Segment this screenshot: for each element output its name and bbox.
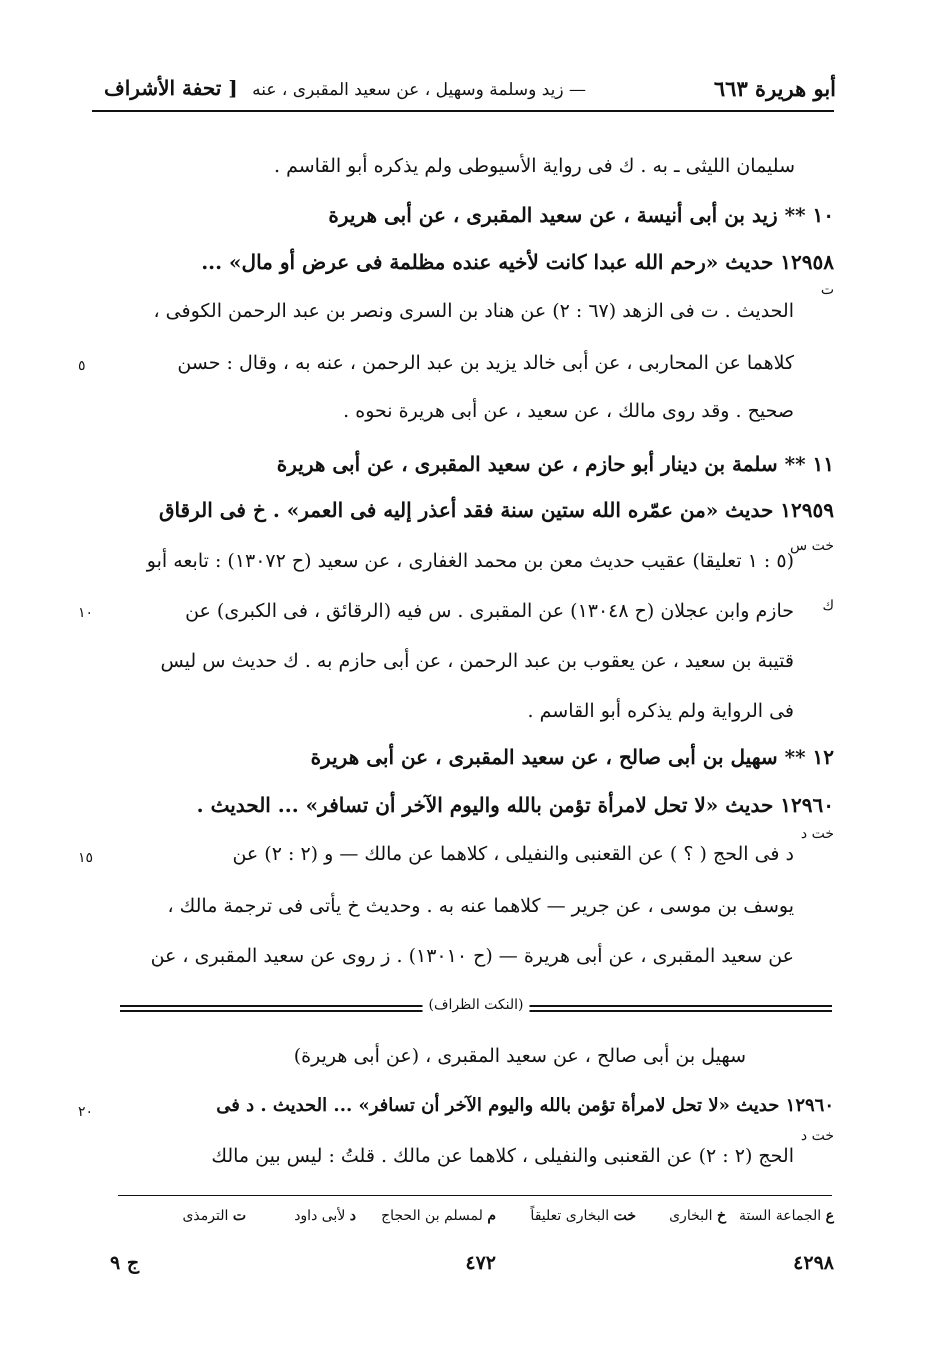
line-number: ٥ [78,358,86,374]
separator-label: (النكت الظراف) [423,997,530,1013]
text-line: كلاهما عن المحاربى ، عن أبى خالد يزيد بن عبد الرحمن ، عنه به ، وقال : حسن [177,352,794,374]
text-line: د فى الحج ( ؟ ) عن القعنبى والنفيلى ، كلاهما عن مالك — و (٢ : ٢) عن [232,843,794,865]
running-header-book: [ تحفة الأشراف [104,76,238,100]
page-number: ٤٧٢ [465,1252,496,1274]
legend-code: ت [232,1208,246,1224]
legend-label: لمسلم بن الحجاج [381,1208,483,1224]
legend-code: م [487,1208,496,1224]
margin-siglum: ك [822,598,834,614]
text-line: ١٢٩٥٩ حديث «من عمّره الله ستين سنة فقد أعذر إليه فى العمر» . خ فى الرقاق [158,498,834,522]
legend-label: الجماعة الستة [738,1208,822,1224]
line-number: ١٠ [78,605,94,621]
margin-siglum: خت د [800,826,834,842]
text-line: ١٢٩٥٨ حديث «رحم الله عبدا كانت لأخيه عنده مظلمة فى عرض أو مال» ... [201,250,834,274]
running-header-title: أبو هريرة ٦٦٣ [713,76,836,101]
text-line: فى الرواية ولم يذكره أبو القاسم . [527,700,794,722]
text-line: صحيح . وقد روى مالك ، عن سعيد ، عن أبى هريرة نحوه . [343,400,794,422]
legend-code: ع [825,1208,834,1224]
text-line: يوسف بن موسى ، عن جرير — كلاهما عنه به . وحديث خ يأتى فى ترجمة مالك ، [167,895,794,917]
line-number: ٢٠ [78,1104,94,1120]
legend-label: لأبى داود [294,1208,346,1224]
volume-number: ج ٩ [110,1252,140,1274]
running-header-subtitle: — زيد وسلمة وسهيل ، عن سعيد المقبرى ، عنه [252,80,586,100]
nukat-separator [120,997,832,1021]
text-line: قتيبة بن سعيد ، عن يعقوب بن عبد الرحمن ، عن أبى حازم به . ك حديث س ليس [160,650,794,672]
nukat-line: سهيل بن أبى صالح ، عن سعيد المقبرى ، (عن أبى هريرة) [293,1045,746,1067]
text-line: الحديث . ت فى الزهد (٦٧ : ٢) عن هناد بن السرى ونصر بن عبد الرحمن الكوفى ، [153,300,794,322]
legend-label: البخارى [669,1208,713,1224]
text-line: ١٢ ** سهيل بن أبى صالح ، عن سعيد المقبرى ، عن أبى هريرة [310,745,834,769]
margin-siglum: خت د [800,1128,834,1144]
nukat-line: الحج (٢ : ٢) عن القعنبى والنفيلى ، كلاهما عن مالك . قلتُ : ليس بين مالك [211,1145,794,1167]
legend-entry [381,1208,496,1224]
legend-entry [530,1208,636,1224]
margin-siglum: خت س [790,538,834,554]
legend-entry [294,1208,356,1224]
text-line: ١١ ** سلمة بن دينار أبو حازم ، عن سعيد المقبرى ، عن أبى هريرة [276,452,834,476]
legend-code: خت [613,1208,636,1224]
text-line: عن سعيد المقبرى ، عن أبى هريرة — (ح ١٣٠١٠) . ز روى عن سعيد المقبرى ، عن [150,945,794,967]
legend-label: الترمذى [182,1208,229,1224]
header-rule [92,110,834,112]
text-line: سليمان الليثى ـ به . ك فى رواية الأسيوطى ولم يذكره أبو القاسم . [274,155,795,177]
text-line: (٥ : ١ تعليقا) عقيب حديث معن بن محمد الغفارى ، عن سعيد (ح ١٣٠٧٢) : تابعه أبو [146,550,794,572]
hadith-count: ٤٢٩٨ [793,1252,834,1274]
text-line: ١٠ ** زيد بن أبى أنيسة ، عن سعيد المقبرى ، عن أبى هريرة [328,203,834,227]
line-number: ١٥ [78,850,94,866]
legend-code: د [349,1208,356,1224]
legend-entry [739,1208,834,1224]
legend-label: البخارى تعليقاً [530,1208,610,1224]
nukat-line: ١٢٩٦٠ حديث «لا تحل لامرأة تؤمن بالله واليوم الآخر أن تسافر» ... الحديث . د فى [216,1095,834,1116]
text-line: ١٢٩٦٠ حديث «لا تحل لامرأة تؤمن بالله واليوم الآخر أن تسافر» ... الحديث . [196,793,834,817]
legend-entry [669,1208,726,1224]
legend-rule [118,1195,832,1196]
margin-siglum: ت [820,282,834,298]
legend-code: خ [716,1208,726,1224]
legend-entry [182,1208,246,1224]
text-line: حازم وابن عجلان (ح ١٣٠٤٨) عن المقبرى . س فيه (الرقائق ، فى الكبرى) عن [185,600,794,622]
